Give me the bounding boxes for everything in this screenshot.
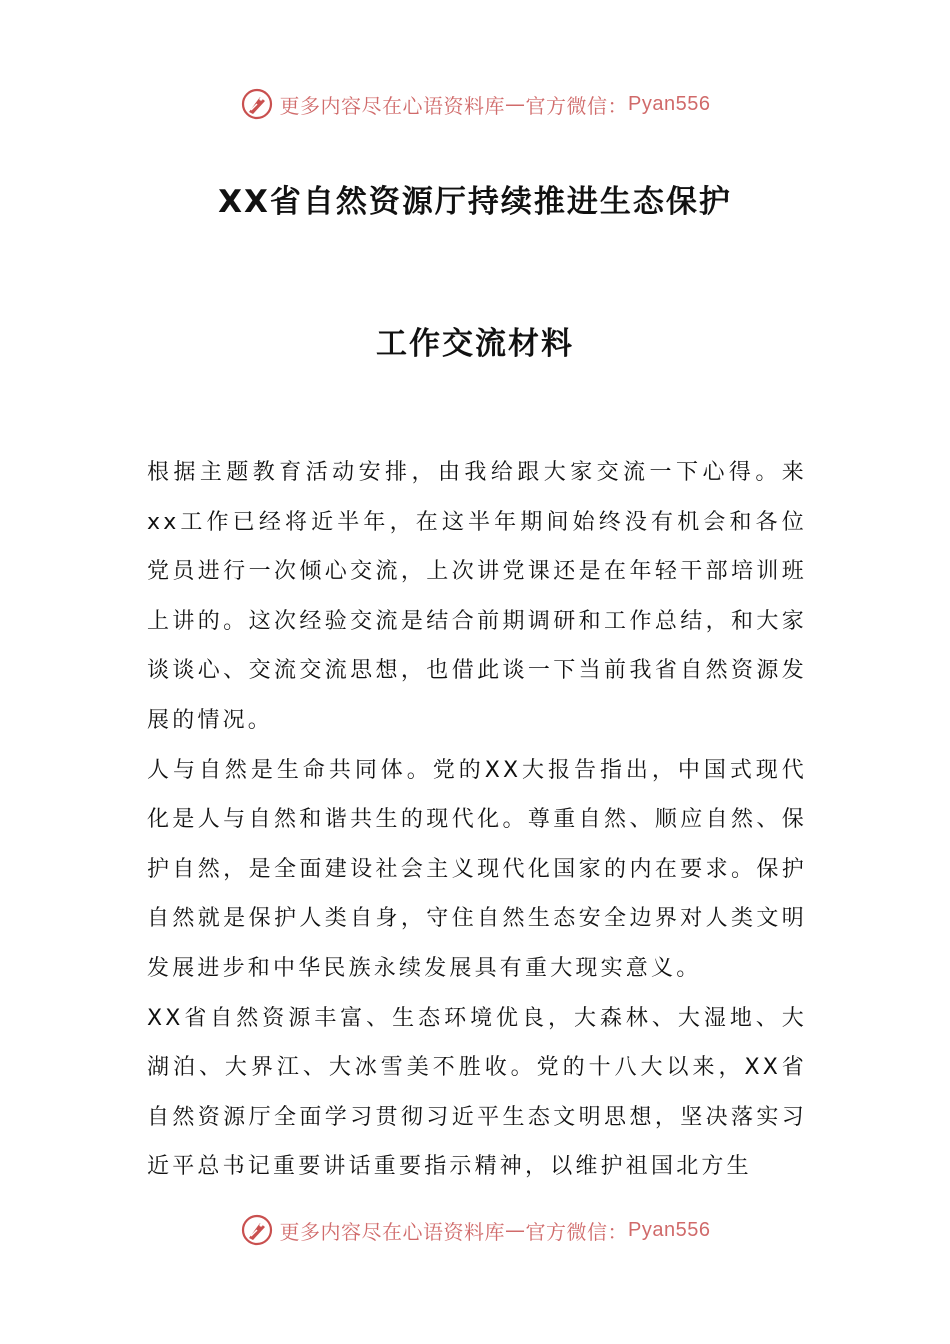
body-paragraph: 根据主题教育活动安排，由我给跟大家交流一下心得。来xx工作已经将近半年，在这半年期间始终没有机会和各位党员进行一次倾心交流，上次讲党课还是在年轻干部培训班上讲的。这次经验交流是结合前期调研和工作总结，和大家谈谈心、交流交流思想，也借此谈一下当前我省自然资源发展的情况。 bbox=[147, 460, 807, 733]
pen-nib-logo-icon bbox=[240, 1213, 274, 1247]
watermark-separator: — bbox=[505, 92, 526, 116]
body-paragraph: 人与自然是生命共同体。党的XX大报告指出，中国式现代化是人与自然和谐共生的现代化。尊重自然、顺应自然、保护自然，是全面建设社会主义现代化国家的内在要求。保护自然就是保护人类自身，守住自然生态安全边界对人类文明发展进步和中华民族永续发展具有重大现实意义。 bbox=[147, 757, 807, 981]
watermark-site-text: 更多内容尽在心语资料库 bbox=[279, 1219, 506, 1244]
header-watermark bbox=[0, 84, 950, 124]
document-body bbox=[147, 448, 807, 1192]
document-title-line2: 工作交流材料 bbox=[376, 326, 574, 362]
pen-nib-logo-icon bbox=[240, 87, 274, 121]
watermark-official-label: 官方微信： bbox=[525, 1219, 629, 1244]
body-paragraph: XX省自然资源丰富、生态环境优良，大森林、大湿地、大湖泊、大界江、大冰雪美不胜收。党的十八大以来，XX省自然资源厅全面学习贯彻习近平生态文明思想，坚决落实习近平总书记重要讲话重要指示精神，以维护祖国北方生 bbox=[147, 1005, 807, 1180]
watermark-separator: — bbox=[505, 1218, 526, 1242]
watermark-site-text: 更多内容尽在心语资料库 bbox=[279, 93, 506, 118]
footer-watermark bbox=[0, 1210, 950, 1250]
watermark-official-label: 官方微信： bbox=[525, 93, 629, 118]
document-title-line1: XX省自然资源厅持续推进生态保护 bbox=[218, 184, 732, 220]
watermark-wechat-id: Pyan556 bbox=[628, 92, 711, 115]
watermark-wechat-id: Pyan556 bbox=[628, 1218, 711, 1241]
